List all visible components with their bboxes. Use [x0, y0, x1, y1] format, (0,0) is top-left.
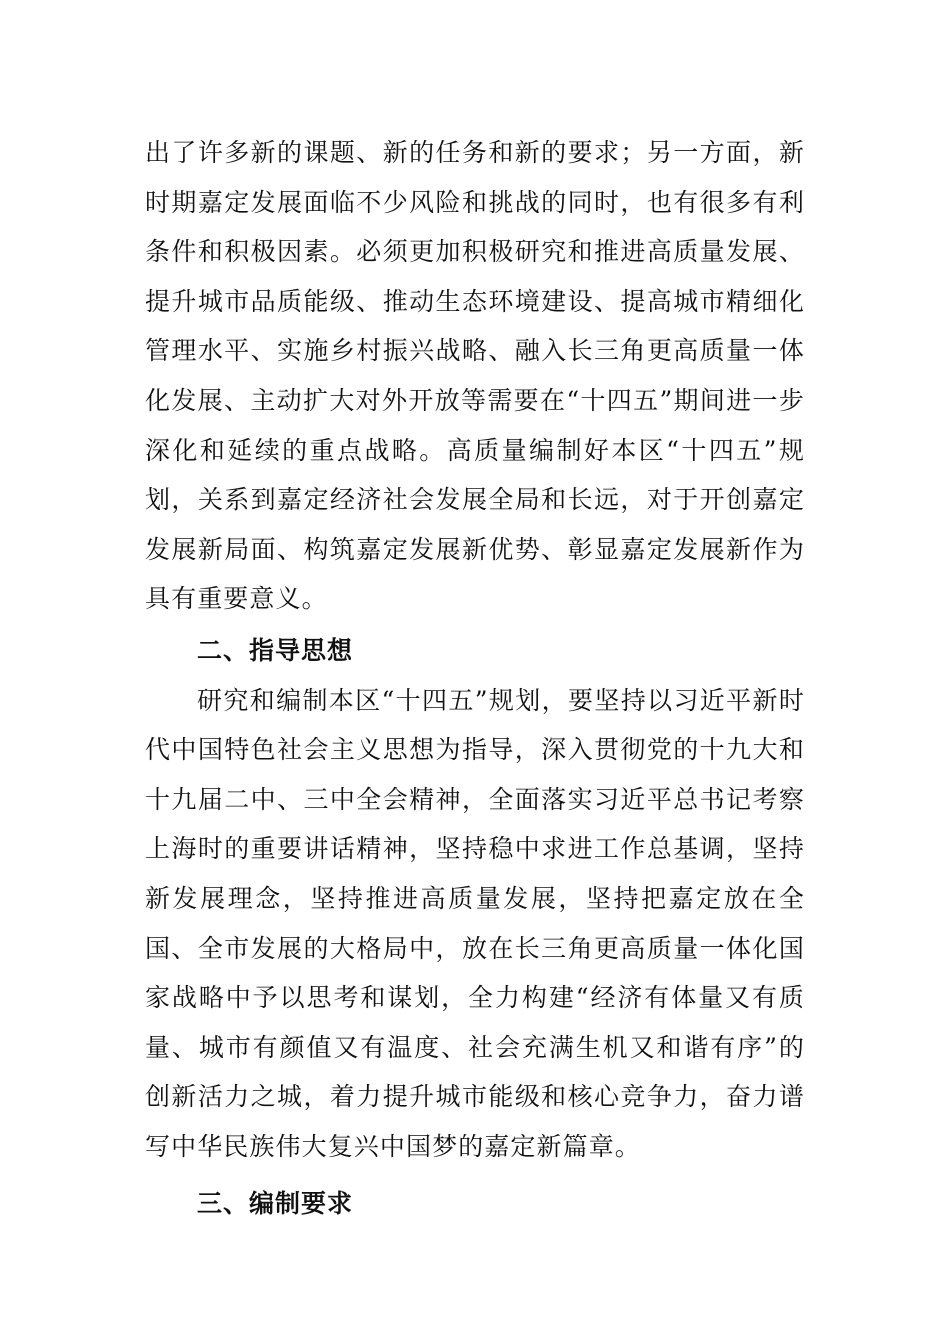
guiding-ideology-paragraph: 研究和编制本区“十四五”规划，要坚持以习近平新时代中国特色社会主义思想为指导，深入贯彻党的十九大和十九届二中、三中全会精神，全面落实习近平总书记考察上海时的重要讲话精神，坚持稳中求进工作总基调，坚持新发展理念，坚持推进高质量发展，坚持把嘉定放在全国、全市发展的大格局中，放在长三角更高质量一体化国家战略中予以思考和谋划，全力构建“经济有体量又有质量、城市有颜值又有温度、社会充满生机又和谐有序”的创新活力之城，着力提升城市能级和核心竞争力，奋力谱写中华民族伟大复兴中国梦的嘉定新篇章。	[145, 685, 805, 1161]
section-heading-guiding-ideology: 二、指导思想	[197, 635, 354, 665]
section-heading-compilation-requirements: 三、编制要求	[197, 1189, 354, 1219]
intro-paragraph: 出了许多新的课题、新的任务和新的要求；另一方面，新时期嘉定发展面临不少风险和挑战的同时，也有很多有利条件和积极因素。必须更加积极研究和推进高质量发展、提升城市品质能级、推动生态环境建设、提高城市精细化管理水平、实施乡村振兴战略、融入长三角更高质量一体化发展、主动扩大对外开放等需要在“十四五”期间进一步深化和延续的重点战略。高质量编制好本区“十四五”规划，关系到嘉定经济社会发展全局和长远，对于开创嘉定发展新局面、构筑嘉定发展新优势、彰显嘉定发展新作为具有重要意义。	[145, 138, 805, 614]
spacer	[145, 1171, 805, 1179]
document-body	[145, 128, 805, 1229]
